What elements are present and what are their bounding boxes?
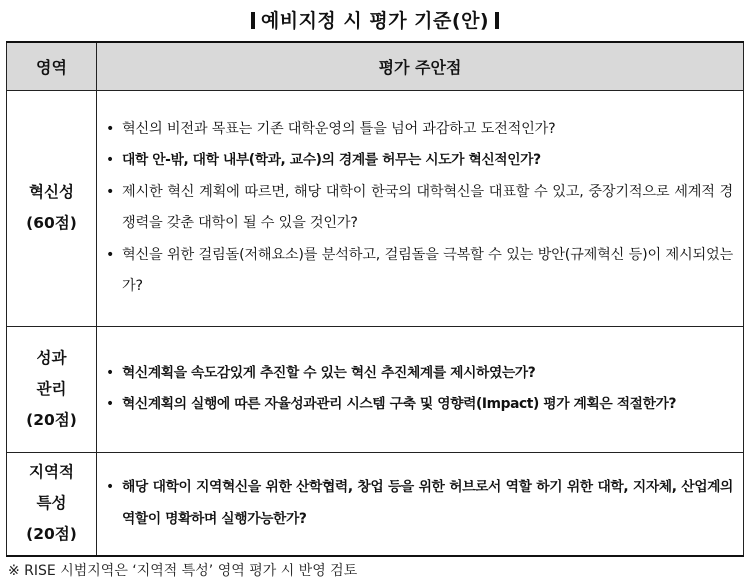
list-item: • 혁신계획을 속도감있게 추진할 수 있는 혁신 추진체계를 제시하였는가? [105, 358, 733, 390]
table-row [7, 326, 744, 452]
area-cell-innovation [7, 90, 97, 326]
header-area: 영역 [7, 42, 97, 90]
header-points: 평가 주안점 [97, 42, 744, 90]
area-cell-performance [7, 326, 97, 452]
list-item: • 혁신계획의 실행에 따른 자율성과관리 시스템 구축 및 영향력(Impact) 평가 계획은 적절한가? [105, 389, 733, 421]
points-cell-innovation [97, 90, 744, 326]
table-row [7, 90, 744, 326]
area-label: 특성 [36, 494, 67, 513]
title-bar-right [495, 12, 499, 29]
points-cell-regional [97, 452, 744, 556]
table-row [7, 452, 744, 556]
area-score: (60점) [26, 214, 77, 232]
list-item: • 대학 안-밖, 대학 내부(학과, 교수)의 경계를 허무는 시도가 혁신적인가? [105, 145, 733, 177]
evaluation-criteria-table [6, 41, 744, 557]
footnote: ※ RISE 시범지역은 ‘지역적 특성’ 영역 평가 시 반영 검토 [8, 563, 358, 579]
area-cell-regional [7, 452, 97, 556]
points-cell-performance [97, 326, 744, 452]
area-label: 관리 [36, 379, 67, 398]
area-label: 성과 [36, 348, 67, 367]
document-title [0, 6, 750, 33]
table-header-row [7, 42, 744, 90]
title-text: 예비지정 시 평가 기준(안) [260, 10, 490, 32]
list-item: • 혁신을 위한 걸림돌(저해요소)를 분석하고, 걸림돌을 극복할 수 있는 방안(규제혁신 등)이 제시되었는가? [105, 240, 733, 303]
title-bar-left [251, 12, 255, 29]
area-label: 혁신성 [29, 183, 74, 201]
area-score: (20점) [26, 525, 77, 544]
list-item: • 혁신의 비전과 목표는 기존 대학운영의 틀을 넘어 과감하고 도전적인가? [105, 114, 733, 146]
list-item: • 해당 대학이 지역혁신을 위한 산학협력, 창업 등을 위한 허브로서 역할 하기 위한 대학, 지자체, 산업계의 역할이 명확하며 실행가능한가? [105, 472, 733, 535]
list-item: • 제시한 혁신 계획에 따르면, 해당 대학이 한국의 대학혁신을 대표할 수 있고, 중장기적으로 세계적 경쟁력을 갖춘 대학이 될 수 있을 것인가? [105, 177, 733, 240]
area-label: 지역적 [29, 463, 74, 482]
area-score: (20점) [26, 410, 77, 429]
